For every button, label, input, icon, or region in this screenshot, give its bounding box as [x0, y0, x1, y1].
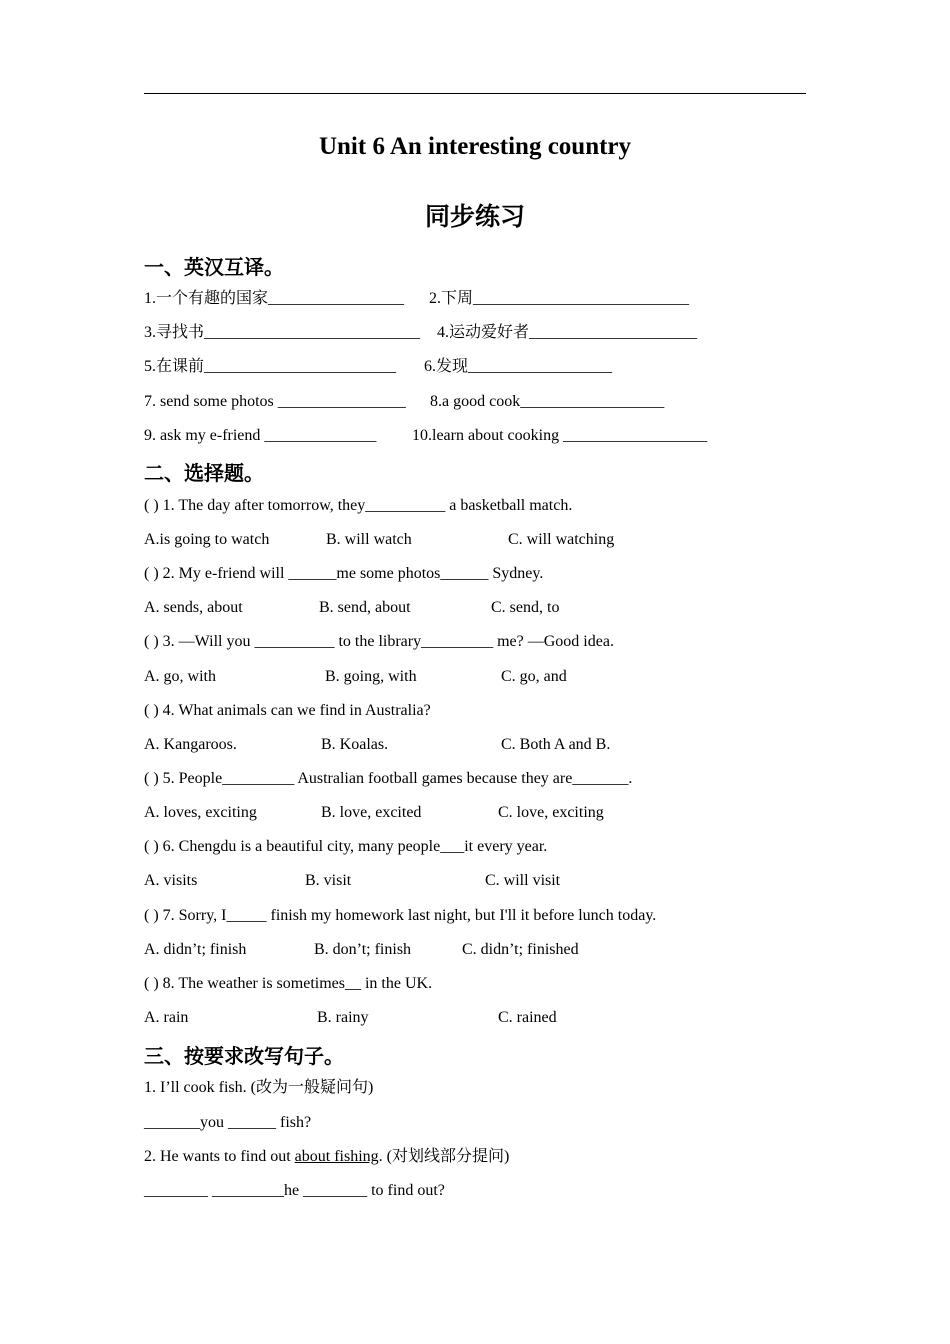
option-c: C. love, exciting	[498, 804, 604, 821]
option-a: A. didn’t; finish	[144, 941, 247, 958]
q2-prefix: 2. He wants to find out	[144, 1148, 295, 1165]
page-title: Unit 6 An interesting country	[318, 133, 632, 160]
option-c: C. rained	[498, 1009, 557, 1026]
header-rule	[144, 93, 806, 94]
option-c: C. didn’t; finished	[462, 941, 579, 958]
question-text: ( ) 1. The day after tomorrow, they__________ a basketball match.	[144, 497, 573, 514]
translation-item: 5.在课前________________________	[144, 358, 397, 375]
option-a: A. go, with	[144, 668, 216, 685]
option-b: B. send, about	[319, 599, 411, 616]
option-a: A. visits	[144, 872, 198, 889]
option-a: A. sends, about	[144, 599, 243, 616]
translation-item: 3.寻找书___________________________	[144, 324, 421, 341]
question-text: ( ) 8. The weather is sometimes__ in the UK.	[144, 975, 433, 992]
section-heading-rewrite: 三、按要求改写句子。	[144, 1044, 344, 1068]
question-text: ( ) 3. —Will you __________ to the library_________ me? —Good idea.	[144, 633, 614, 650]
option-c: C. go, and	[501, 668, 567, 685]
option-b: B. going, with	[325, 668, 417, 685]
translation-item: 6.发现__________________	[424, 358, 613, 375]
translation-item: 10.learn about cooking __________________	[412, 427, 708, 444]
option-c: C. will watching	[508, 531, 615, 548]
option-b: B. Koalas.	[321, 736, 389, 753]
question-text: ( ) 2. My e-friend will ______me some photos______ Sydney.	[144, 565, 544, 582]
option-b: B. visit	[305, 872, 352, 889]
translation-item: 7. send some photos ________________	[144, 393, 406, 410]
rewrite-answer-2: ________ _________he ________ to find out?	[144, 1182, 445, 1199]
option-a: A.is going to watch	[144, 531, 270, 548]
translation-item: 4.运动爱好者_____________________	[437, 324, 698, 341]
option-c: C. Both A and B.	[501, 736, 611, 753]
option-b: B. rainy	[317, 1009, 369, 1026]
question-text: ( ) 7. Sorry, I_____ finish my homework last night, but I'll it before lunch today.	[144, 907, 657, 924]
option-a: A. Kangaroos.	[144, 736, 237, 753]
page-subtitle: 同步练习	[424, 204, 525, 231]
option-b: B. don’t; finish	[314, 941, 412, 958]
option-b: B. love, excited	[321, 804, 422, 821]
rewrite-answer-1: _______you ______ fish?	[144, 1114, 312, 1131]
translation-item: 1.一个有趣的国家_________________	[144, 290, 405, 307]
q2-underlined-phrase: about fishing	[294, 1148, 379, 1165]
rewrite-question-2	[144, 1147, 509, 1167]
section-heading-translation: 一、英汉互译。	[144, 255, 284, 279]
option-c: C. send, to	[491, 599, 560, 616]
translation-item: 9. ask my e-friend ______________	[144, 427, 377, 444]
translation-item: 8.a good cook__________________	[430, 393, 665, 410]
option-a: A. rain	[144, 1009, 189, 1026]
question-text: ( ) 5. People_________ Australian football games because they are_______.	[144, 770, 633, 787]
section-heading-choice: 二、选择题。	[144, 461, 264, 485]
rewrite-question-1: 1. I’ll cook fish. (改为一般疑问句)	[144, 1079, 374, 1096]
question-text: ( ) 4. What animals can we find in Australia?	[144, 702, 431, 719]
option-b: B. will watch	[326, 531, 412, 548]
option-c: C. will visit	[485, 872, 561, 889]
question-text: ( ) 6. Chengdu is a beautiful city, many people___it every year.	[144, 838, 548, 855]
translation-item: 2.下周___________________________	[429, 290, 690, 307]
option-a: A. loves, exciting	[144, 804, 257, 821]
q2-suffix: . (对划线部分提问)	[378, 1148, 510, 1165]
